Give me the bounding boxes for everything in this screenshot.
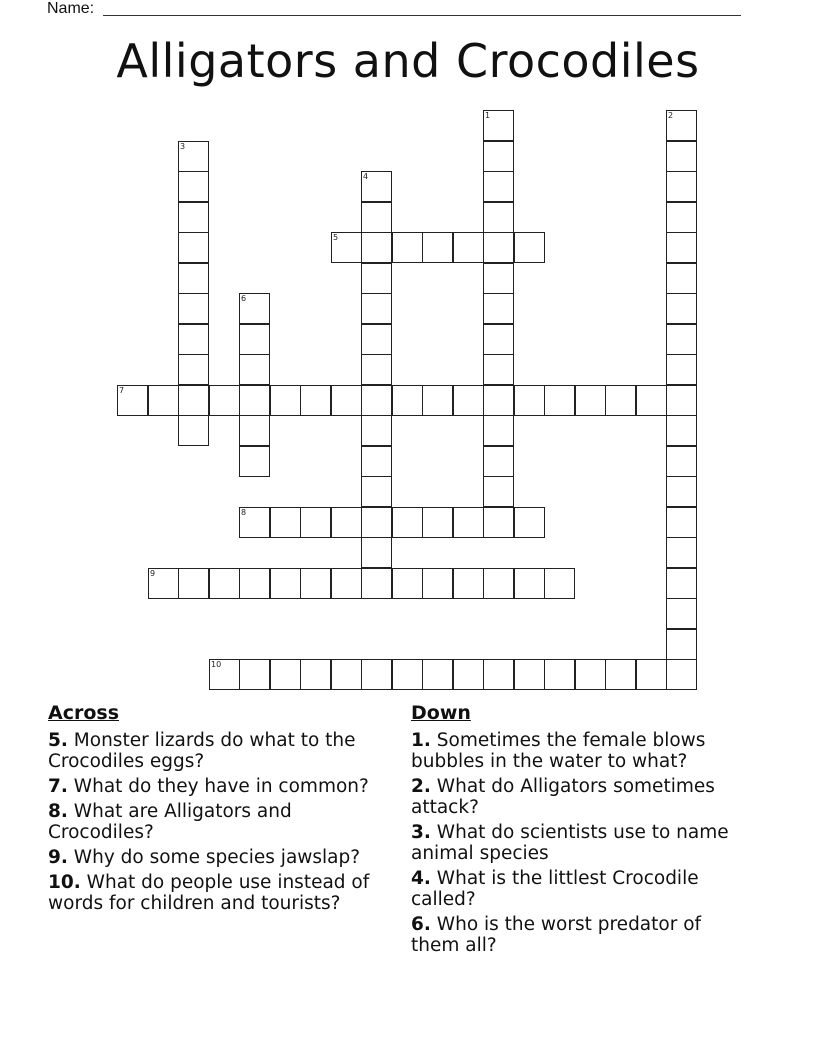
grid-cell[interactable]	[361, 659, 392, 690]
grid-cell[interactable]	[209, 568, 240, 599]
grid-cell[interactable]	[666, 476, 697, 507]
grid-cell[interactable]	[666, 202, 697, 233]
grid-cell[interactable]	[239, 415, 270, 446]
grid-cell[interactable]	[178, 202, 209, 233]
clue-number: 7.	[48, 776, 68, 797]
name-label: Name:	[47, 0, 95, 17]
clue-number: 9.	[48, 847, 68, 868]
grid-cell[interactable]	[453, 385, 484, 416]
grid-cell[interactable]	[453, 507, 484, 538]
grid-cell[interactable]	[666, 324, 697, 355]
grid-cell[interactable]	[666, 354, 697, 385]
grid-cell[interactable]	[361, 507, 392, 538]
grid-cell[interactable]	[239, 507, 270, 538]
grid-cell[interactable]	[239, 354, 270, 385]
grid-cell[interactable]	[361, 537, 392, 568]
down-clue	[411, 776, 751, 818]
grid-cell[interactable]	[148, 385, 179, 416]
grid-cell[interactable]	[666, 232, 697, 263]
down-clue-list	[411, 730, 751, 956]
clue-number: 5.	[48, 730, 68, 751]
grid-cell[interactable]	[300, 385, 331, 416]
grid-cell[interactable]	[483, 568, 514, 599]
grid-cell[interactable]	[361, 385, 392, 416]
grid-cell[interactable]	[483, 232, 514, 263]
grid-cell[interactable]	[178, 171, 209, 202]
grid-cell[interactable]	[239, 446, 270, 477]
grid-cell[interactable]	[422, 507, 453, 538]
grid-cell[interactable]	[361, 324, 392, 355]
grid-cell[interactable]	[209, 385, 240, 416]
grid-cell[interactable]	[148, 568, 179, 599]
grid-cell[interactable]	[666, 171, 697, 202]
grid-cell[interactable]	[178, 385, 209, 416]
clue-number: 6	[241, 294, 247, 303]
grid-cell[interactable]	[300, 568, 331, 599]
clue-number: 1.	[411, 730, 431, 751]
clue-text: What is the littlest Crocodile called?	[411, 868, 699, 910]
grid-cell[interactable]	[392, 232, 423, 263]
grid-cell[interactable]	[483, 659, 514, 690]
grid-cell[interactable]	[514, 385, 545, 416]
grid-cell[interactable]	[514, 232, 545, 263]
across-clue	[48, 776, 398, 797]
clue-number: 4	[363, 172, 369, 181]
clue-number: 5	[333, 233, 339, 242]
grid-cell[interactable]	[514, 659, 545, 690]
grid-cell[interactable]	[422, 385, 453, 416]
grid-cell[interactable]	[636, 385, 667, 416]
down-clue	[411, 868, 751, 910]
grid-cell[interactable]	[270, 385, 301, 416]
grid-cell[interactable]	[666, 141, 697, 172]
grid-cell[interactable]	[666, 537, 697, 568]
grid-cell[interactable]	[483, 293, 514, 324]
grid-cell[interactable]	[483, 354, 514, 385]
grid-cell[interactable]	[239, 293, 270, 324]
clue-number: 10.	[48, 872, 81, 893]
clue-number: 8	[241, 508, 247, 517]
grid-cell[interactable]	[514, 507, 545, 538]
grid-cell[interactable]	[392, 385, 423, 416]
grid-cell[interactable]	[666, 598, 697, 629]
grid-cell[interactable]	[422, 659, 453, 690]
clue-text: What do they have in common?	[73, 776, 369, 797]
grid-cell[interactable]	[666, 568, 697, 599]
grid-cell[interactable]	[666, 263, 697, 294]
clue-number: 8.	[48, 801, 68, 822]
clue-text: Monster lizards do what to the Crocodiles eggs?	[48, 730, 356, 772]
grid-cell[interactable]	[666, 659, 697, 690]
clue-number: 9	[150, 569, 156, 578]
across-clue	[48, 801, 398, 843]
grid-cell[interactable]	[270, 507, 301, 538]
grid-cell[interactable]	[483, 324, 514, 355]
grid-cell[interactable]	[270, 568, 301, 599]
grid-cell[interactable]	[666, 110, 697, 141]
down-clue	[411, 914, 751, 956]
grid-cell[interactable]	[392, 659, 423, 690]
across-clue	[48, 872, 398, 914]
grid-cell[interactable]	[392, 568, 423, 599]
grid-cell[interactable]	[483, 446, 514, 477]
grid-cell[interactable]	[270, 659, 301, 690]
across-clue-list	[48, 730, 398, 914]
grid-cell[interactable]	[239, 324, 270, 355]
grid-cell[interactable]	[178, 141, 209, 172]
grid-cell[interactable]	[178, 354, 209, 385]
grid-cell[interactable]	[666, 385, 697, 416]
clue-number: 3.	[411, 822, 431, 843]
page-title: Alligators and Crocodiles	[116, 34, 700, 88]
down-heading: Down	[411, 702, 471, 724]
grid-cell[interactable]	[361, 293, 392, 324]
grid-cell[interactable]	[483, 110, 514, 141]
grid-cell[interactable]	[361, 263, 392, 294]
across-heading: Across	[48, 702, 120, 724]
grid-cell[interactable]	[544, 659, 575, 690]
clue-number: 4.	[411, 868, 431, 889]
grid-cell[interactable]	[605, 385, 636, 416]
grid-cell[interactable]	[514, 568, 545, 599]
grid-cell[interactable]	[361, 415, 392, 446]
clue-number: 7	[119, 386, 125, 395]
grid-cell[interactable]	[483, 141, 514, 172]
grid-cell[interactable]	[483, 263, 514, 294]
grid-cell[interactable]	[331, 568, 362, 599]
grid-cell[interactable]	[300, 659, 331, 690]
clue-number: 10	[211, 660, 222, 669]
clue-text: Sometimes the female blows bubbles in the water to what?	[411, 730, 706, 772]
grid-cell[interactable]	[483, 171, 514, 202]
clue-text: What do Alligators sometimes attack?	[411, 776, 715, 818]
grid-cell[interactable]	[361, 446, 392, 477]
grid-cell[interactable]	[209, 659, 240, 690]
grid-cell[interactable]	[361, 202, 392, 233]
grid-cell[interactable]	[117, 385, 148, 416]
grid-cell[interactable]	[239, 385, 270, 416]
clue-text: What do scientists use to name animal species	[411, 822, 729, 864]
grid-cell[interactable]	[239, 659, 270, 690]
grid-cell[interactable]	[605, 659, 636, 690]
down-clue	[411, 822, 751, 864]
grid-cell[interactable]	[361, 232, 392, 263]
grid-cell[interactable]	[361, 354, 392, 385]
clue-number: 6.	[411, 914, 431, 935]
grid-cell[interactable]	[575, 385, 606, 416]
grid-cell[interactable]	[666, 446, 697, 477]
grid-cell[interactable]	[178, 415, 209, 446]
clue-text: Why do some species jawslap?	[73, 847, 361, 868]
grid-cell[interactable]	[483, 415, 514, 446]
grid-cell[interactable]	[483, 476, 514, 507]
grid-cell[interactable]	[544, 385, 575, 416]
grid-cell[interactable]	[544, 568, 575, 599]
grid-cell[interactable]	[331, 659, 362, 690]
across-clue	[48, 847, 398, 868]
grid-cell[interactable]	[453, 232, 484, 263]
clue-number: 3	[180, 142, 186, 151]
across-clue	[48, 730, 398, 772]
grid-cell[interactable]	[178, 324, 209, 355]
grid-cell[interactable]	[331, 507, 362, 538]
clue-number: 2	[668, 111, 674, 120]
grid-cell[interactable]	[300, 507, 331, 538]
grid-cell[interactable]	[636, 659, 667, 690]
grid-cell[interactable]	[666, 507, 697, 538]
grid-cell[interactable]	[666, 415, 697, 446]
grid-cell[interactable]	[178, 263, 209, 294]
grid-cell[interactable]	[483, 202, 514, 233]
grid-cell[interactable]	[666, 293, 697, 324]
down-clues	[411, 702, 751, 960]
clue-text: What are Alligators and Crocodiles?	[48, 801, 292, 843]
grid-cell[interactable]	[178, 568, 209, 599]
down-clue	[411, 730, 751, 772]
grid-cell[interactable]	[422, 568, 453, 599]
grid-cell[interactable]	[392, 507, 423, 538]
grid-cell[interactable]	[453, 659, 484, 690]
grid-cell[interactable]	[361, 476, 392, 507]
grid-cell[interactable]	[483, 507, 514, 538]
grid-cell[interactable]	[178, 293, 209, 324]
clue-number: 2.	[411, 776, 431, 797]
grid-cell[interactable]	[666, 629, 697, 660]
grid-cell[interactable]	[331, 385, 362, 416]
grid-cell[interactable]	[575, 659, 606, 690]
grid-cell[interactable]	[239, 568, 270, 599]
clue-text: What do people use instead of words for children and tourists?	[48, 872, 370, 914]
clue-number: 1	[485, 111, 491, 120]
grid-cell[interactable]	[331, 232, 362, 263]
grid-cell[interactable]	[422, 232, 453, 263]
grid-cell[interactable]	[361, 568, 392, 599]
clue-text: Who is the worst predator of them all?	[411, 914, 702, 956]
grid-cell[interactable]	[361, 171, 392, 202]
grid-cell[interactable]	[178, 232, 209, 263]
grid-cell[interactable]	[483, 385, 514, 416]
grid-cell[interactable]	[453, 568, 484, 599]
across-clues	[48, 702, 398, 918]
